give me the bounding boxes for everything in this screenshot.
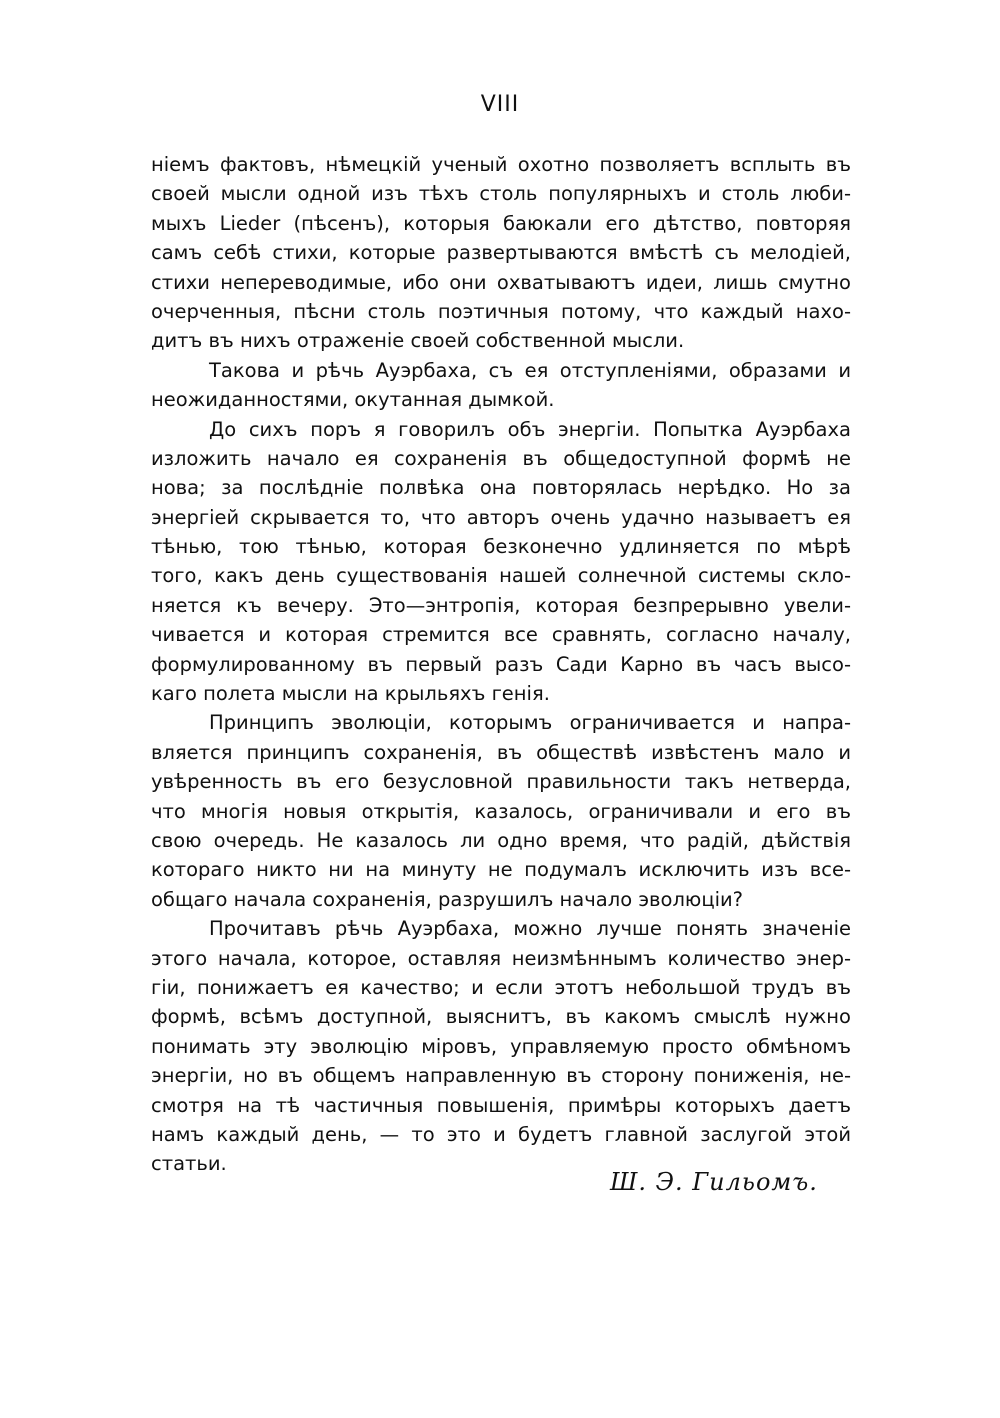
text-line: энергіей скрывается то, что авторъ очень удачно называетъ ея: [151, 505, 851, 529]
text-line: дитъ въ нихъ отраженіе своей собственной мысли.: [151, 329, 685, 353]
text-line: Принципъ эволюціи, которымъ ограничивается и напра-: [209, 711, 851, 735]
text-line: стихи непереводимые, ибо они охватываютъ идеи, лишь смутно: [151, 270, 851, 294]
text-line: ніемъ фактовъ, нѣмецкій ученый охотно позволяетъ всплыть въ: [151, 153, 851, 176]
text-line: Такова и рѣчь Ауэрбаха, съ ея отступленіями, образами и: [209, 358, 851, 382]
text-line: формулированному въ первый разъ Сади Карно въ часъ высо-: [151, 652, 851, 676]
text-line: что многія новыя открытія, казалось, ограничивали и его въ: [151, 799, 851, 823]
text-line: изложить начало ея сохраненія въ общедоступной формѣ не: [151, 446, 851, 470]
text-line: гіи, понижаетъ ея качество; и если этотъ небольшой трудъ въ: [151, 975, 851, 999]
author-signature: Ш. Э. Гильомъ.: [610, 1168, 818, 1196]
text-line: няется къ вечеру. Это—энтропія, которая безпрерывно увели-: [151, 593, 851, 617]
text-line: Прочитавъ рѣчь Ауэрбаха, можно лучше понять значеніе: [209, 917, 851, 941]
text-line: свою очередь. Не казалось ли одно время, что радій, дѣйствія: [151, 828, 851, 852]
body-text: [151, 150, 851, 1179]
text-line: понимать эту эволюцію міровъ, управляемую просто обмѣномъ: [151, 1034, 851, 1058]
text-line: мыхъ Lieder (пѣсенъ), которыя баюкали его дѣтство, повторяя: [151, 211, 851, 235]
text-line: До сихъ поръ я говорилъ объ энергіи. Попытка Ауэрбаха: [209, 417, 851, 441]
text-line: энергіи, но въ общемъ направленную въ сторону пониженія, не-: [151, 1064, 851, 1088]
text-line: общаго начала сохраненія, разрушилъ начало эволюціи?: [151, 887, 744, 911]
text-line: того, какъ день существованія нашей солнечной системы скло-: [151, 564, 851, 588]
text-line: чивается и которая стремится все сравнять, согласно началу,: [151, 623, 851, 647]
text-line: своей мысли одной изъ тѣхъ столь популярныхъ и столь люби-: [151, 182, 851, 206]
text-line: вляется принципъ сохраненія, въ обществѣ извѣстенъ мало и: [151, 740, 851, 764]
text-line: формѣ, всѣмъ доступной, выяснитъ, въ какомъ смыслѣ нужно: [151, 1005, 851, 1029]
text-line: намъ каждый день, — то это и будетъ главной заслугой этой: [151, 1122, 851, 1146]
text-line: каго полета мысли на крыльяхъ генія.: [151, 682, 550, 706]
text-line: статьи.: [151, 1152, 227, 1176]
text-line: самъ себѣ стихи, которые развертываются вмѣстѣ съ мелодіей,: [151, 241, 851, 265]
page-number: VIII: [480, 92, 520, 117]
text-line: очерченныя, пѣсни столь поэтичныя потому, что каждый нахо-: [151, 299, 851, 323]
text-line: тѣнью, тою тѣнью, которая безконечно удлиняется по мѣрѣ: [151, 535, 851, 559]
text-line: смотря на тѣ частичныя повышенія, примѣры которыхъ даетъ: [151, 1093, 851, 1117]
text-line: нова; за послѣдніе полвѣка она повторялась нерѣдко. Но за: [151, 476, 851, 500]
text-line: увѣренность въ его безусловной правильности такъ нетверда,: [151, 770, 851, 794]
text-line: котораго никто ни на минуту не подумалъ исключить изъ все-: [151, 858, 851, 882]
text-line: этого начала, которое, оставляя неизмѣннымъ количество энер-: [151, 946, 851, 970]
text-line: неожиданностями, окутанная дымкой.: [151, 388, 555, 412]
